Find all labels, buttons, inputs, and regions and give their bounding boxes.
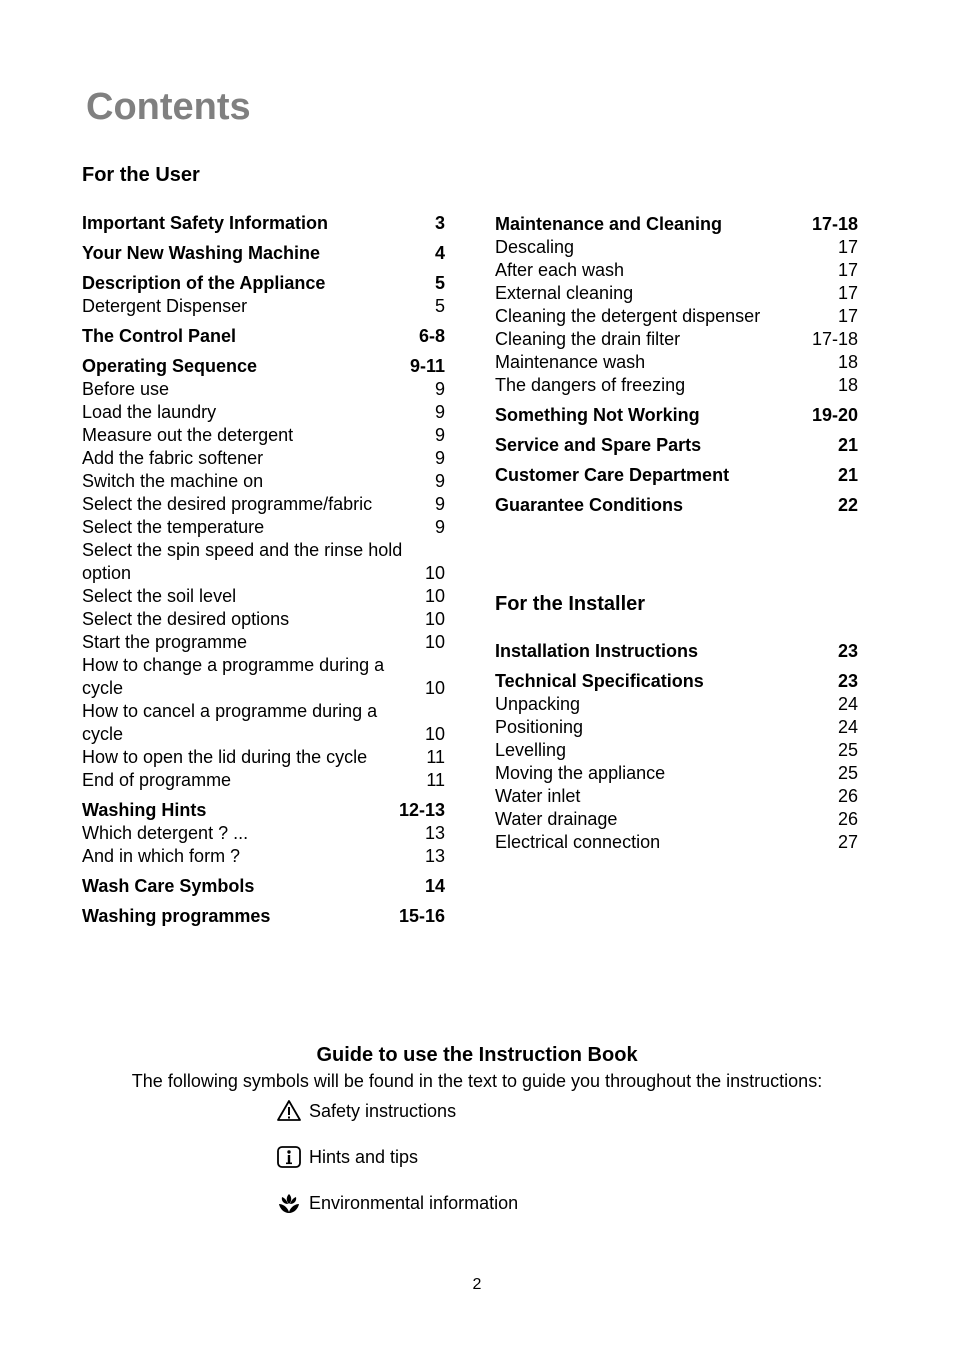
page-title: Contents [86, 86, 251, 128]
toc-entry-page: 17 [837, 260, 858, 280]
toc-entry [495, 434, 858, 457]
toc-entry-page: 9 [434, 425, 445, 445]
toc-entry [495, 494, 858, 517]
toc-entry-page: 5 [434, 273, 445, 293]
toc-entry [82, 516, 445, 539]
toc-entry-page: 23 [837, 641, 858, 661]
toc-entry-label: Positioning [495, 717, 584, 737]
toc-entry-label: Cleaning the drain filter [495, 329, 681, 349]
toc-entry [495, 282, 858, 305]
toc-entry [82, 875, 445, 898]
toc-entry-page: 17 [837, 237, 858, 257]
toc-entry-page: 9 [434, 494, 445, 514]
toc-entry-page: 13 [424, 823, 445, 843]
toc-entry-label: Start the programme [82, 632, 248, 652]
toc-entry-page: 26 [837, 786, 858, 806]
toc-entry-page: 17 [837, 306, 858, 326]
toc-entry-page: 10 [424, 632, 445, 652]
toc-entry [495, 785, 858, 808]
toc-entry-label: Something Not Working [495, 405, 700, 425]
toc-entry-page: 12-13 [398, 800, 445, 820]
toc-entry-label: Switch the machine on [82, 471, 264, 491]
toc-entry-page: 4 [434, 243, 445, 263]
toc-entry [82, 845, 445, 868]
toc-entry-page: 10 [424, 609, 445, 629]
toc-entry [82, 212, 445, 235]
toc-entry-label: Moving the appliance [495, 763, 666, 783]
toc-entry-page: 21 [837, 435, 858, 455]
toc-entry-page: 17 [837, 283, 858, 303]
toc-entry-page: 9 [434, 402, 445, 422]
toc-entry-page: 18 [837, 352, 858, 372]
toc-entry [495, 328, 858, 351]
toc-entry [82, 447, 445, 470]
toc-entry [495, 693, 858, 716]
toc-entry [82, 378, 445, 401]
toc-entry-page: 24 [837, 694, 858, 714]
toc-entry-label: Guarantee Conditions [495, 495, 684, 515]
installer-contents-list [495, 640, 858, 854]
toc-entry-label: Important Safety Information [82, 213, 329, 233]
toc-entry-page: 24 [837, 717, 858, 737]
toc-entry-page: 27 [837, 832, 858, 852]
toc-entry-label: After each wash [495, 260, 625, 280]
toc-entry [82, 272, 445, 295]
toc-entry-label: The Control Panel [82, 326, 237, 346]
toc-entry [495, 259, 858, 282]
toc-entry-label: Washing programmes [82, 906, 271, 926]
toc-entry [82, 608, 445, 631]
toc-entry [82, 470, 445, 493]
toc-entry-page: 9 [434, 448, 445, 468]
installer-section-heading: For the Installer [495, 593, 646, 615]
toc-entry-page: 9 [434, 379, 445, 399]
toc-entry [82, 424, 445, 447]
toc-entry [82, 585, 445, 608]
toc-entry-label: Load the laundry [82, 402, 217, 422]
toc-entry-label: Descaling [495, 237, 575, 257]
toc-entry [82, 539, 445, 585]
toc-entry [82, 905, 445, 928]
toc-entry [495, 236, 858, 259]
toc-entry [82, 700, 445, 746]
toc-entry-label: External cleaning [495, 283, 634, 303]
symbol-environment-label: Environmental information [309, 1193, 519, 1213]
symbol-safety [276, 1099, 456, 1123]
toc-entry-label: Levelling [495, 740, 567, 760]
toc-entry [82, 325, 445, 348]
guide-text: The following symbols will be found in the text to guide you throughout the instructions: [131, 1071, 823, 1091]
toc-entry-page: 5 [434, 296, 445, 316]
toc-entry-page: 25 [837, 763, 858, 783]
toc-entry [82, 769, 445, 792]
toc-entry-page: 23 [837, 671, 858, 691]
toc-entry-label: Your New Washing Machine [82, 243, 321, 263]
symbol-hints-label: Hints and tips [309, 1147, 419, 1167]
toc-entry-label: Water drainage [495, 809, 618, 829]
toc-entry-label: End of programme [82, 770, 232, 790]
toc-entry-label: Installation Instructions [495, 641, 699, 661]
toc-entry-label: Service and Spare Parts [495, 435, 702, 455]
toc-entry [495, 716, 858, 739]
toc-entry-page: 18 [837, 375, 858, 395]
toc-entry-label: Electrical connection [495, 832, 661, 852]
toc-entry-label: Measure out the detergent [82, 425, 294, 445]
toc-entry [495, 374, 858, 397]
toc-entry-page: 25 [837, 740, 858, 760]
toc-entry-page: 10 [424, 586, 445, 606]
toc-entry-page: 19-20 [811, 405, 858, 425]
toc-entry-label: Technical Specifications [495, 671, 704, 691]
toc-entry-label: The dangers of freezing [495, 375, 686, 395]
toc-entry [82, 822, 445, 845]
toc-entry-page: 21 [837, 465, 858, 485]
maintenance-contents-list [495, 213, 858, 517]
toc-entry-label: Select the desired options [82, 609, 290, 629]
toc-entry-label: Select the soil level [82, 586, 237, 606]
toc-entry [495, 305, 858, 328]
toc-entry-page: 9-11 [409, 356, 445, 376]
toc-entry-label: Washing Hints [82, 800, 207, 820]
toc-entry-label: Cleaning the detergent dispenser [495, 306, 761, 326]
toc-entry [495, 351, 858, 374]
toc-entry-page: 15-16 [398, 906, 445, 926]
toc-entry-label: Add the fabric softener [82, 448, 264, 468]
toc-entry-label: And in which form ? [82, 846, 241, 866]
toc-entry-label: Maintenance wash [495, 352, 646, 372]
toc-entry [495, 213, 858, 236]
toc-entry-page: 10 [424, 563, 445, 583]
toc-entry-label: Which detergent ? ... [82, 823, 249, 843]
toc-entry-page: 10 [424, 678, 445, 698]
toc-entry-label: Operating Sequence [82, 356, 258, 376]
user-section-heading: For the User [82, 164, 200, 186]
toc-entry-label: Customer Care Department [495, 465, 730, 485]
toc-entry-page: 11 [426, 747, 445, 767]
toc-entry-page: 17-18 [811, 329, 858, 349]
toc-entry-page: 9 [434, 471, 445, 491]
toc-entry-page: 3 [434, 213, 445, 233]
environment-flower-icon [276, 1191, 302, 1215]
toc-entry-label: Maintenance and Cleaning [495, 214, 723, 234]
toc-entry-page: 13 [424, 846, 445, 866]
toc-entry-label: Select the spin speed and the rinse hold option [82, 540, 403, 583]
toc-entry-page: 26 [837, 809, 858, 829]
toc-entry-label: Water inlet [495, 786, 581, 806]
toc-entry [82, 654, 445, 700]
toc-entry-label: How to change a programme during a cycle [82, 655, 385, 698]
toc-entry-page: 17-18 [811, 214, 858, 234]
toc-entry-label: Select the temperature [82, 517, 265, 537]
toc-entry-label: How to cancel a programme during a cycle [82, 701, 378, 744]
toc-entry-page: 22 [837, 495, 858, 515]
info-icon [276, 1145, 302, 1169]
toc-entry-label: Unpacking [495, 694, 581, 714]
symbol-safety-label: Safety instructions [309, 1101, 457, 1121]
toc-entry-page: 11 [426, 770, 445, 790]
toc-entry-label: How to open the lid during the cycle [82, 747, 368, 767]
toc-entry [82, 631, 445, 654]
symbol-environment [276, 1191, 518, 1215]
toc-entry-page: 6-8 [418, 326, 445, 346]
toc-entry [495, 762, 858, 785]
toc-entry-page: 9 [434, 517, 445, 537]
toc-entry [495, 404, 858, 427]
toc-entry [82, 493, 445, 516]
toc-entry [82, 746, 445, 769]
symbol-hints [276, 1145, 418, 1169]
user-contents-list [82, 212, 445, 928]
toc-entry-label: Before use [82, 379, 170, 399]
toc-entry [495, 670, 858, 693]
toc-entry-label: Description of the Appliance [82, 273, 326, 293]
toc-entry [82, 355, 445, 378]
toc-entry [495, 831, 858, 854]
toc-entry [495, 739, 858, 762]
toc-entry-page: 10 [424, 724, 445, 744]
toc-entry [82, 242, 445, 265]
toc-entry [82, 401, 445, 424]
toc-entry-page: 14 [424, 876, 445, 896]
toc-entry [82, 799, 445, 822]
toc-entry-label: Detergent Dispenser [82, 296, 248, 316]
toc-entry [82, 295, 445, 318]
toc-entry [495, 640, 858, 663]
warning-triangle-icon [276, 1099, 302, 1123]
toc-entry [495, 808, 858, 831]
toc-entry [495, 464, 858, 487]
toc-entry-label: Wash Care Symbols [82, 876, 255, 896]
page-number: 2 [472, 1276, 482, 1293]
guide-title: Guide to use the Instruction Book [316, 1044, 638, 1066]
toc-entry-label: Select the desired programme/fabric [82, 494, 373, 514]
